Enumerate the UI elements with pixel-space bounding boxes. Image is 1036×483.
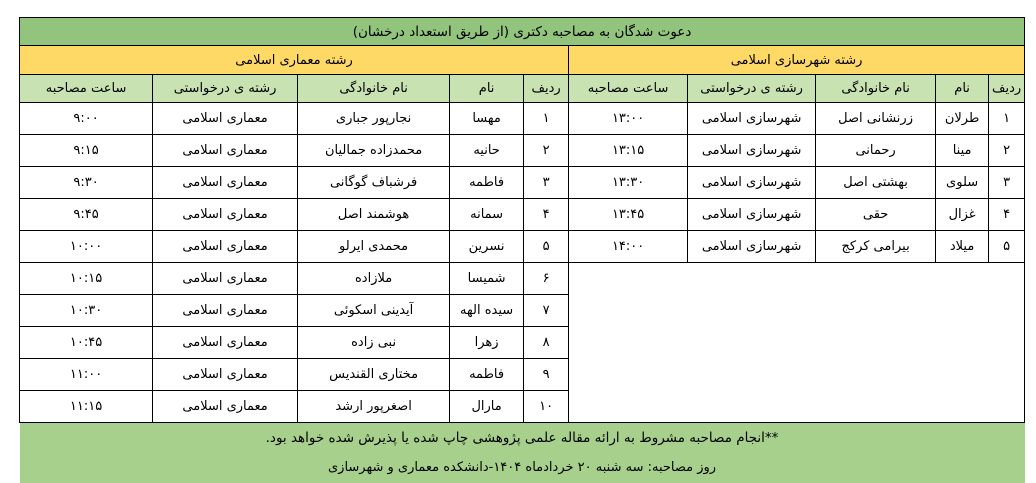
urban-cell-last-name: حقی bbox=[816, 199, 936, 231]
col-header-first-name: نام bbox=[450, 75, 524, 103]
interview-date-note: روز مصاحبه: سه شنبه ۲۰ خردادماه ۱۴۰۴-دانشکده معماری و شهرسازی bbox=[20, 452, 1025, 483]
architecture-cell-first-name: حانیه bbox=[450, 135, 524, 167]
col-header-row-no: ردیف bbox=[989, 75, 1025, 103]
urban-cell-row-no: ۴ bbox=[989, 199, 1025, 231]
col-header-time: ساعت مصاحبه bbox=[20, 75, 153, 103]
architecture-cell-interview-time: ۱۰:۴۵ bbox=[20, 327, 153, 359]
architecture-cell-field: معماری اسلامی bbox=[153, 295, 298, 327]
urban-cell-row-no: ۱ bbox=[989, 103, 1025, 135]
architecture-cell-last-name: نبی زاده bbox=[298, 327, 450, 359]
urban-cell-field: شهرسازی اسلامی bbox=[688, 103, 816, 135]
architecture-cell-interview-time: ۹:۱۵ bbox=[20, 135, 153, 167]
architecture-cell-first-name: نسرین bbox=[450, 231, 524, 263]
architecture-cell-row-no: ۱ bbox=[524, 103, 569, 135]
col-header-row-no: ردیف bbox=[524, 75, 569, 103]
urban-cell-row-no: ۲ bbox=[989, 135, 1025, 167]
architecture-cell-last-name: هوشمند اصل bbox=[298, 199, 450, 231]
condition-note: **انجام مصاحبه مشروط به ارائه مقاله علمی پژوهشی چاپ شده یا پذیرش شده خواهد بود. bbox=[20, 423, 1025, 453]
architecture-cell-first-name: مارال bbox=[450, 391, 524, 423]
table-row bbox=[20, 103, 1025, 135]
urban-cell-last-name: زرنشانی اصل bbox=[816, 103, 936, 135]
architecture-cell-first-name: فاطمه bbox=[450, 359, 524, 391]
architecture-cell-field: معماری اسلامی bbox=[153, 199, 298, 231]
urban-cell-first-name: غزال bbox=[936, 199, 989, 231]
urban-cell-field: شهرسازی اسلامی bbox=[688, 167, 816, 199]
section-header-architecture: رشته معماری اسلامی bbox=[20, 46, 569, 75]
col-header-field: رشته ی درخواستی bbox=[688, 75, 816, 103]
architecture-cell-row-no: ۵ bbox=[524, 231, 569, 263]
table-row bbox=[20, 199, 1025, 231]
table-row bbox=[20, 167, 1025, 199]
architecture-cell-last-name: نجارپور جباری bbox=[298, 103, 450, 135]
table-row bbox=[20, 263, 1025, 295]
architecture-cell-interview-time: ۹:۴۵ bbox=[20, 199, 153, 231]
urban-cell-last-name: بهشتی اصل bbox=[816, 167, 936, 199]
col-header-last-name: نام خانوادگی bbox=[816, 75, 936, 103]
architecture-cell-interview-time: ۱۰:۰۰ bbox=[20, 231, 153, 263]
architecture-cell-last-name: محمدزاده جمالیان bbox=[298, 135, 450, 167]
architecture-cell-first-name: زهرا bbox=[450, 327, 524, 359]
urban-cell-interview-time: ۱۳:۳۰ bbox=[569, 167, 688, 199]
architecture-cell-interview-time: ۹:۳۰ bbox=[20, 167, 153, 199]
urban-cell-first-name: سلوی bbox=[936, 167, 989, 199]
architecture-cell-row-no: ۹ bbox=[524, 359, 569, 391]
architecture-cell-first-name: شمیسا bbox=[450, 263, 524, 295]
architecture-cell-row-no: ۷ bbox=[524, 295, 569, 327]
page-title: دعوت شدگان به مصاحبه دکتری (از طریق استعداد درخشان) bbox=[20, 18, 1025, 46]
architecture-cell-field: معماری اسلامی bbox=[153, 167, 298, 199]
architecture-cell-field: معماری اسلامی bbox=[153, 263, 298, 295]
architecture-cell-row-no: ۶ bbox=[524, 263, 569, 295]
architecture-cell-row-no: ۱۰ bbox=[524, 391, 569, 423]
urban-cell-first-name: میلاد bbox=[936, 231, 989, 263]
urban-cell-first-name: طرلان bbox=[936, 103, 989, 135]
architecture-cell-field: معماری اسلامی bbox=[153, 103, 298, 135]
urban-cell-row-no: ۳ bbox=[989, 167, 1025, 199]
empty-area bbox=[569, 263, 1025, 423]
architecture-cell-interview-time: ۱۰:۳۰ bbox=[20, 295, 153, 327]
urban-cell-interview-time: ۱۳:۱۵ bbox=[569, 135, 688, 167]
urban-cell-last-name: رحمانی bbox=[816, 135, 936, 167]
urban-cell-row-no: ۵ bbox=[989, 231, 1025, 263]
architecture-cell-row-no: ۴ bbox=[524, 199, 569, 231]
urban-cell-field: شهرسازی اسلامی bbox=[688, 135, 816, 167]
interview-schedule-table bbox=[19, 17, 1025, 483]
architecture-cell-first-name: سیده الهه bbox=[450, 295, 524, 327]
architecture-cell-last-name: فرشباف گوگانی bbox=[298, 167, 450, 199]
architecture-cell-row-no: ۸ bbox=[524, 327, 569, 359]
urban-cell-first-name: مینا bbox=[936, 135, 989, 167]
architecture-cell-interview-time: ۱۱:۰۰ bbox=[20, 359, 153, 391]
architecture-cell-field: معماری اسلامی bbox=[153, 391, 298, 423]
architecture-cell-last-name: ملازاده bbox=[298, 263, 450, 295]
architecture-cell-field: معماری اسلامی bbox=[153, 327, 298, 359]
architecture-cell-last-name: مختاری القندیس bbox=[298, 359, 450, 391]
architecture-cell-field: معماری اسلامی bbox=[153, 231, 298, 263]
architecture-cell-first-name: فاطمه bbox=[450, 167, 524, 199]
urban-cell-interview-time: ۱۴:۰۰ bbox=[569, 231, 688, 263]
architecture-cell-interview-time: ۱۰:۱۵ bbox=[20, 263, 153, 295]
col-header-last-name: نام خانوادگی bbox=[298, 75, 450, 103]
architecture-cell-interview-time: ۹:۰۰ bbox=[20, 103, 153, 135]
col-header-first-name: نام bbox=[936, 75, 989, 103]
architecture-cell-interview-time: ۱۱:۱۵ bbox=[20, 391, 153, 423]
col-header-time: ساعت مصاحبه bbox=[569, 75, 688, 103]
urban-cell-field: شهرسازی اسلامی bbox=[688, 199, 816, 231]
architecture-cell-row-no: ۲ bbox=[524, 135, 569, 167]
architecture-cell-last-name: محمدی ایرلو bbox=[298, 231, 450, 263]
urban-cell-last-name: بیرامی کرکج bbox=[816, 231, 936, 263]
architecture-cell-last-name: آیدینی اسکوئی bbox=[298, 295, 450, 327]
urban-cell-field: شهرسازی اسلامی bbox=[688, 231, 816, 263]
architecture-cell-row-no: ۳ bbox=[524, 167, 569, 199]
architecture-cell-field: معماری اسلامی bbox=[153, 135, 298, 167]
urban-cell-interview-time: ۱۳:۴۵ bbox=[569, 199, 688, 231]
table-row bbox=[20, 231, 1025, 263]
architecture-cell-last-name: اصغرپور ارشد bbox=[298, 391, 450, 423]
architecture-cell-field: معماری اسلامی bbox=[153, 359, 298, 391]
architecture-cell-first-name: مهسا bbox=[450, 103, 524, 135]
urban-cell-interview-time: ۱۳:۰۰ bbox=[569, 103, 688, 135]
architecture-cell-first-name: سمانه bbox=[450, 199, 524, 231]
table-row bbox=[20, 135, 1025, 167]
col-header-field: رشته ی درخواستی bbox=[153, 75, 298, 103]
section-header-urban: رشته شهرسازی اسلامی bbox=[569, 46, 1025, 75]
